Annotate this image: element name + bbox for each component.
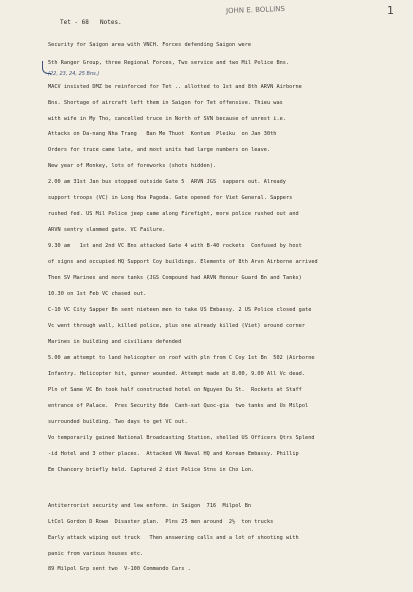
text-line: rushed fed. US Mil Police jeep came along Firefight, more police rushed out and	[48, 211, 299, 217]
text-line: Infantry. Helicopter hit, gunner wounded. Attempt made at 8.00, 9.00 All Vc dead.	[48, 371, 306, 377]
text-line: New year of Monkey, lots of foreworks (shots hidden).	[48, 163, 217, 169]
notes-label: Notes.	[100, 19, 122, 26]
text-line: Vc went through wall, killed police, plus one already killed (Viet) around corner	[48, 323, 306, 329]
text-line: MACV insisted DMZ be reinforced for Tet .. allotted to 1st and 8th ARVN Airborne	[48, 84, 302, 90]
text-line: 10.30 on 1st Feb VC chased out.	[48, 291, 147, 297]
text-line: Orders for truce came late, and most units had large numbers on leave.	[48, 147, 271, 153]
text-line: -id Hotel and 3 other places. Attacked VN Naval HQ and Korean Embassy. Phillip	[48, 451, 299, 457]
text-line: entrance of Palace. Pres Security Bde Canh-sat Quoc-gia two tanks and Us Milpol	[48, 403, 309, 409]
text-line: surrounded building. Two days to get VC out.	[48, 419, 188, 425]
text-line: Pln of Same VC Bn took half constructed hotel on Nguyen Du St. Rockets at Staff	[48, 387, 302, 393]
text-line: C-10 VC City Sapper Bn sent nieteen men to take US Embassy. 2 US Police closed gate	[48, 307, 312, 313]
handwritten-annotation: (22, 23, 24, 25 Bns.)	[48, 71, 100, 77]
text-line: 89 Milpol Grp sent two V-100 Commando Cars .	[48, 566, 191, 572]
handwritten-page-number: 1	[387, 4, 394, 17]
text-line: Vo temporarily gained National Broadcasting Station, shelled US Officers Qtrs Splend	[48, 435, 315, 441]
text-line: Bns. Shortage of aircraft left them in Saigon for Tet offensive. Thieu was	[48, 100, 283, 106]
text-line: Security for Saigon area with VNCH. Forces defending Saigon were	[48, 42, 252, 48]
handwritten-author-name: JOHN E. BOLLINS	[225, 4, 286, 16]
text-line: Marines in building and civilians defended	[48, 339, 182, 345]
text-line: support troops (VC) in Long Hoa Pagoda. Gate opened for Viet General. Sappers	[48, 195, 293, 201]
text-line: Em Chancery briefly held. Captured 2 dist Police Stns in Cho Lon.	[48, 467, 255, 473]
text-line: 5.00 am attempt to land helicopter on roof with pln from C Coy 1st Bn 502 (Airborne	[48, 355, 315, 361]
text-line: Early attack wiping out truck Then answering calls and a lot of shooting with	[48, 535, 299, 541]
text-line: LtCol Gordon D Rowe Disaster plan. Plns 25 men around 2½ ton trucks	[48, 519, 274, 525]
text-line: 5th Ranger Group, three Regional Forces, Two service and two Mil Police Bns.	[48, 60, 290, 66]
text-line: with wife in My Tho, cancelled truce in North of SVN because of unrest i.e.	[48, 116, 286, 122]
text-line: panic from various houses etc.	[48, 551, 144, 557]
text-line: of signs and occupied HQ Support Coy buildings. Elements of 8th Arvn Airborne arrived	[48, 259, 318, 265]
text-line: Antiterrorist security and lew enform. in Saigon 716 Milpol Bn	[48, 503, 252, 509]
text-line: 2.00 am 31st Jan bus stopped outside Gate 5 ARVN JGS sappers out. Already	[48, 179, 286, 185]
text-line: ARVN sentry slammed gate. VC Failure.	[48, 227, 166, 233]
text-line: 9.30 am 1st and 2nd VC Bns attacked Gate 4 with B-40 rockets Confused by host	[48, 243, 302, 249]
document-title: Tet - 68	[60, 19, 89, 26]
text-line: Then SV Marines and more tanks (JGS Compound had ARVN Honour Guard Bn and Tanks)	[48, 275, 302, 281]
text-line: Attacks on Da-nang Nha Trang Ban Me Thuot Kontum Pleiku on Jan 30th	[48, 131, 277, 137]
